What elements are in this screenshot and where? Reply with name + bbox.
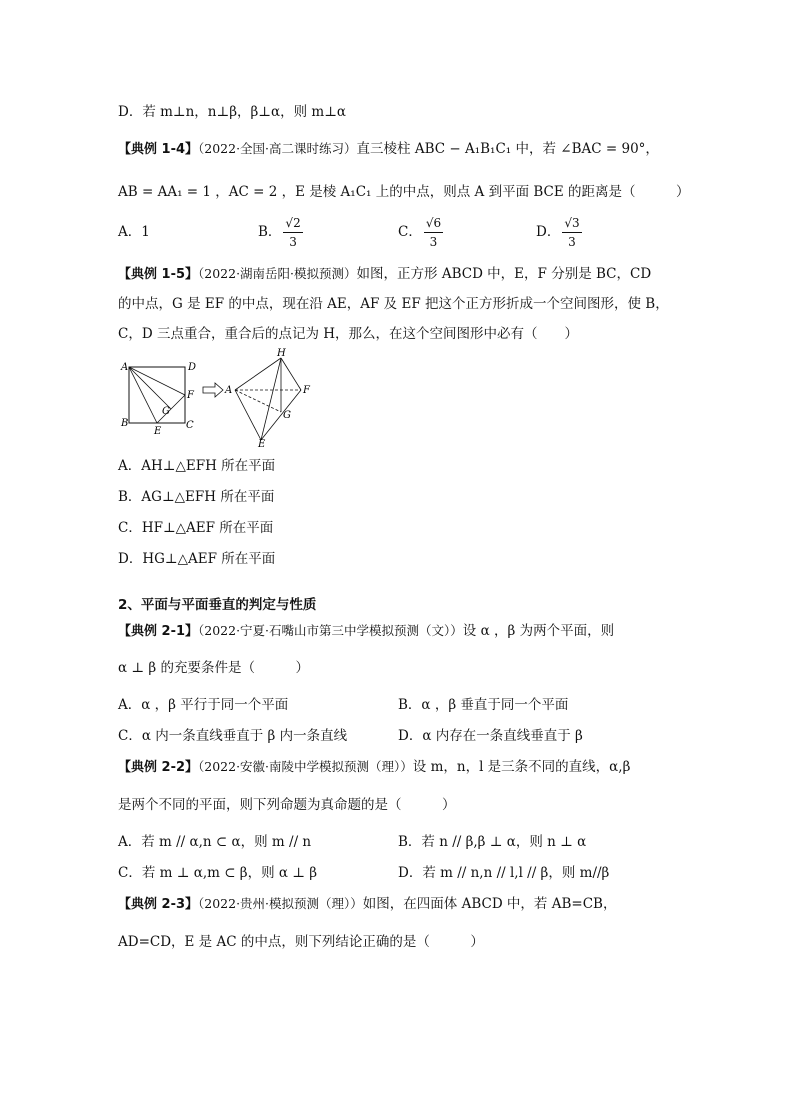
example-1-4-line-1 bbox=[118, 140, 659, 159]
example-1-5-line-3: C，D 三点重合，重合后的点记为 H，那么，在这个空间图形中必有（ ） bbox=[118, 326, 579, 342]
denominator: 3 bbox=[568, 235, 576, 249]
numerator: √2 bbox=[283, 214, 302, 233]
example-tag: 【典例 2-1】 bbox=[118, 624, 199, 639]
arrow-icon bbox=[203, 383, 223, 397]
label-a1: A bbox=[121, 362, 129, 373]
example-source: （2022·全国·高二课时练习） bbox=[198, 141, 357, 156]
option-c bbox=[398, 214, 445, 251]
fraction bbox=[562, 214, 581, 251]
example-tag: 【典例 1-4】 bbox=[118, 142, 199, 157]
label-a2: A bbox=[225, 385, 233, 396]
example-text: 如图，正方形 ABCD 中，E，F 分别是 BC，CD bbox=[356, 266, 652, 282]
label-d: D bbox=[188, 362, 197, 373]
label-g2: G bbox=[283, 410, 291, 421]
example-text: 直三棱柱 ABC − A₁B₁C₁ 中，若 ∠BAC = 90°， bbox=[356, 141, 659, 157]
option-c: C．若 m ⊥ α,m ⊂ β，则 α ⊥ β bbox=[118, 865, 318, 881]
example-text: 设 m，n，l 是三条不同的直线，α,β bbox=[412, 759, 631, 775]
example-2-1-line-1 bbox=[118, 622, 614, 641]
option-b bbox=[258, 214, 305, 251]
option-d: D．若 m // n,n // l,l // β，则 m//β bbox=[398, 865, 610, 881]
line-ae bbox=[129, 367, 157, 423]
label-c: C bbox=[186, 420, 194, 431]
example-2-2-line-2: 是两个不同的平面，则下列命题为真命题的是（ ） bbox=[118, 797, 456, 813]
example-1-5-line-2: 的中点，G 是 EF 的中点，现在沿 AE，AF 及 EF 把这个正方形折成一个空间图形，使 B， bbox=[118, 296, 669, 312]
label-h: H bbox=[277, 348, 286, 359]
edge-hf bbox=[281, 358, 301, 390]
option-d: D．HG⊥△AEF 所在平面 bbox=[118, 551, 276, 567]
example-2-2-line-1 bbox=[118, 758, 630, 777]
denominator: 3 bbox=[289, 235, 297, 249]
denominator: 3 bbox=[429, 235, 438, 249]
edge-ag bbox=[235, 390, 281, 412]
option-c: C．HF⊥△AEF 所在平面 bbox=[118, 520, 274, 536]
example-tag: 【典例 1-5】 bbox=[118, 267, 199, 282]
option-b: B．AG⊥△EFH 所在平面 bbox=[118, 489, 275, 505]
label-f2: F bbox=[303, 385, 310, 396]
example-text: 设 α ，β 为两个平面，则 bbox=[462, 623, 615, 639]
label-e1: E bbox=[154, 426, 162, 437]
example-1-4-line-2: AB = AA₁ = 1 ，AC = 2 ，E 是棱 A₁C₁ 上的中点，则点 A 到平面 BCE 的距离是（ ） bbox=[118, 184, 690, 200]
option-a: A．1 bbox=[118, 224, 150, 240]
option-label: B． bbox=[258, 224, 282, 240]
option-b: B．若 n // β,β ⊥ α，则 n ⊥ α bbox=[398, 834, 587, 850]
label-e2: E bbox=[258, 439, 266, 448]
section-title: 2、平面与平面垂直的判定与性质 bbox=[118, 597, 317, 613]
prev-option-d: D．若 m⊥n，n⊥β，β⊥α，则 m⊥α bbox=[118, 104, 347, 120]
option-a: A．α ，β 平行于同一个平面 bbox=[118, 697, 289, 713]
example-2-1-line-2: α ⊥ β 的充要条件是（ ） bbox=[118, 660, 309, 676]
label-g1: G bbox=[162, 406, 170, 417]
example-text: 如图，在四面体 ABCD 中，若 AB=CB， bbox=[362, 896, 617, 912]
option-label: C． bbox=[398, 224, 422, 240]
option-a: A．AH⊥△EFH 所在平面 bbox=[118, 458, 276, 474]
example-source: （2022·湖南岳阳·模拟预测） bbox=[198, 266, 357, 281]
label-b: B bbox=[121, 418, 129, 429]
example-2-3-line-2: AD=CD，E 是 AC 的中点，则下列结论正确的是（ ） bbox=[118, 934, 484, 950]
option-d bbox=[536, 214, 584, 251]
option-c: C．α 内一条直线垂直于 β 内一条直线 bbox=[118, 728, 348, 744]
example-1-5-line-1 bbox=[118, 265, 651, 284]
example-source: （2022·宁夏·石嘴山市第三中学模拟预测（文）） bbox=[198, 623, 463, 638]
numerator: √3 bbox=[562, 214, 581, 233]
label-f1: F bbox=[187, 390, 194, 401]
line-ag bbox=[129, 367, 171, 409]
numerator: √6 bbox=[424, 214, 443, 233]
option-a: A．若 m // α,n ⊂ α，则 m // n bbox=[118, 834, 312, 850]
folding-square-figure bbox=[115, 348, 335, 448]
example-source: （2022·安徽·南陵中学模拟预测（理）） bbox=[198, 759, 413, 774]
option-label: D． bbox=[536, 224, 561, 240]
edge-ae bbox=[235, 390, 261, 440]
option-d: D．α 内存在一条直线垂直于 β bbox=[398, 728, 583, 744]
fraction bbox=[283, 214, 302, 251]
option-b: B．α ，β 垂直于同一个平面 bbox=[398, 697, 569, 713]
example-tag: 【典例 2-2】 bbox=[118, 760, 199, 775]
example-source: （2022·贵州·模拟预测（理）） bbox=[198, 896, 363, 911]
example-2-3-line-1 bbox=[118, 895, 616, 914]
line-af bbox=[129, 367, 185, 395]
example-tag: 【典例 2-3】 bbox=[118, 897, 199, 912]
fraction bbox=[424, 214, 443, 251]
